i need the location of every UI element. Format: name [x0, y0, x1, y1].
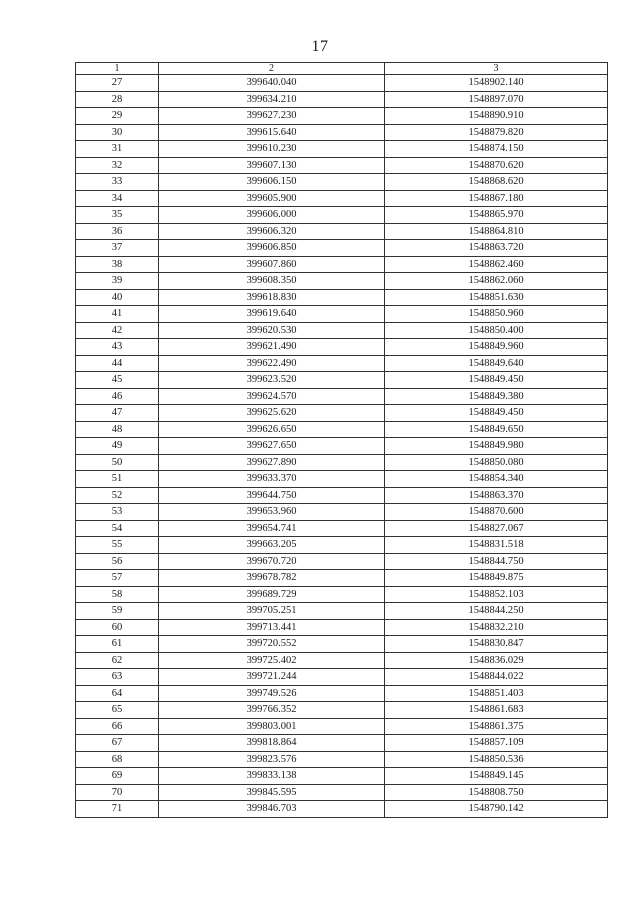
- table-row: [76, 537, 608, 554]
- table-row: [76, 735, 608, 752]
- table-row: [76, 603, 608, 620]
- table-row: [76, 421, 608, 438]
- y-coordinate-cell: 1548850.080: [385, 454, 608, 471]
- point-number-cell: 28: [76, 91, 159, 108]
- y-coordinate-cell: 1548862.460: [385, 256, 608, 273]
- y-coordinate-cell: 1548836.029: [385, 652, 608, 669]
- point-number-cell: 39: [76, 273, 159, 290]
- x-coordinate-cell: 399653.960: [159, 504, 385, 521]
- x-coordinate-cell: 399619.640: [159, 306, 385, 323]
- table-row: [76, 520, 608, 537]
- x-coordinate-cell: 399818.864: [159, 735, 385, 752]
- x-coordinate-cell: 399670.720: [159, 553, 385, 570]
- table-row: [76, 784, 608, 801]
- y-coordinate-cell: 1548862.060: [385, 273, 608, 290]
- header-row: [76, 63, 608, 75]
- y-coordinate-cell: 1548854.340: [385, 471, 608, 488]
- x-coordinate-cell: 399623.520: [159, 372, 385, 389]
- column-header-2: 2: [159, 63, 385, 75]
- x-coordinate-cell: 399705.251: [159, 603, 385, 620]
- x-coordinate-cell: 399606.850: [159, 240, 385, 257]
- table-row: [76, 339, 608, 356]
- column-header-1: 1: [76, 63, 159, 75]
- x-coordinate-cell: 399833.138: [159, 768, 385, 785]
- table-row: [76, 652, 608, 669]
- point-number-cell: 60: [76, 619, 159, 636]
- x-coordinate-cell: 399654.741: [159, 520, 385, 537]
- x-coordinate-cell: 399725.402: [159, 652, 385, 669]
- x-coordinate-cell: 399618.830: [159, 289, 385, 306]
- table-row: [76, 75, 608, 92]
- y-coordinate-cell: 1548831.518: [385, 537, 608, 554]
- table-row: [76, 273, 608, 290]
- y-coordinate-cell: 1548790.142: [385, 801, 608, 818]
- y-coordinate-cell: 1548902.140: [385, 75, 608, 92]
- table-row: [76, 751, 608, 768]
- y-coordinate-cell: 1548827.067: [385, 520, 608, 537]
- x-coordinate-cell: 399803.001: [159, 718, 385, 735]
- point-number-cell: 40: [76, 289, 159, 306]
- y-coordinate-cell: 1548857.109: [385, 735, 608, 752]
- point-number-cell: 31: [76, 141, 159, 158]
- table-row: [76, 570, 608, 587]
- y-coordinate-cell: 1548849.380: [385, 388, 608, 405]
- y-coordinate-cell: 1548851.630: [385, 289, 608, 306]
- table-row: [76, 553, 608, 570]
- point-number-cell: 35: [76, 207, 159, 224]
- x-coordinate-cell: 399689.729: [159, 586, 385, 603]
- x-coordinate-cell: 399749.526: [159, 685, 385, 702]
- table-row: [76, 157, 608, 174]
- y-coordinate-cell: 1548861.683: [385, 702, 608, 719]
- point-number-cell: 70: [76, 784, 159, 801]
- point-number-cell: 56: [76, 553, 159, 570]
- table-row: [76, 289, 608, 306]
- x-coordinate-cell: 399644.750: [159, 487, 385, 504]
- table-row: [76, 322, 608, 339]
- point-number-cell: 42: [76, 322, 159, 339]
- table-row: [76, 240, 608, 257]
- y-coordinate-cell: 1548863.370: [385, 487, 608, 504]
- point-number-cell: 65: [76, 702, 159, 719]
- y-coordinate-cell: 1548851.403: [385, 685, 608, 702]
- point-number-cell: 36: [76, 223, 159, 240]
- y-coordinate-cell: 1548897.070: [385, 91, 608, 108]
- x-coordinate-cell: 399625.620: [159, 405, 385, 422]
- point-number-cell: 67: [76, 735, 159, 752]
- table-row: [76, 108, 608, 125]
- table-row: [76, 504, 608, 521]
- point-number-cell: 49: [76, 438, 159, 455]
- table-row: [76, 636, 608, 653]
- y-coordinate-cell: 1548852.103: [385, 586, 608, 603]
- table-row: [76, 306, 608, 323]
- y-coordinate-cell: 1548849.980: [385, 438, 608, 455]
- table-row: [76, 619, 608, 636]
- point-number-cell: 69: [76, 768, 159, 785]
- table-row: [76, 718, 608, 735]
- x-coordinate-cell: 399823.576: [159, 751, 385, 768]
- table-row: [76, 685, 608, 702]
- point-number-cell: 62: [76, 652, 159, 669]
- table-body: [76, 75, 608, 818]
- table-row: [76, 702, 608, 719]
- point-number-cell: 37: [76, 240, 159, 257]
- table-row: [76, 454, 608, 471]
- y-coordinate-cell: 1548850.536: [385, 751, 608, 768]
- x-coordinate-cell: 399607.130: [159, 157, 385, 174]
- y-coordinate-cell: 1548850.400: [385, 322, 608, 339]
- point-number-cell: 52: [76, 487, 159, 504]
- y-coordinate-cell: 1548844.022: [385, 669, 608, 686]
- x-coordinate-cell: 399610.230: [159, 141, 385, 158]
- x-coordinate-cell: 399606.000: [159, 207, 385, 224]
- point-number-cell: 46: [76, 388, 159, 405]
- point-number-cell: 44: [76, 355, 159, 372]
- table-header: [76, 63, 608, 75]
- point-number-cell: 66: [76, 718, 159, 735]
- table-row: [76, 174, 608, 191]
- table-row: [76, 190, 608, 207]
- point-number-cell: 53: [76, 504, 159, 521]
- y-coordinate-cell: 1548849.450: [385, 405, 608, 422]
- y-coordinate-cell: 1548864.810: [385, 223, 608, 240]
- y-coordinate-cell: 1548830.847: [385, 636, 608, 653]
- table-row: [76, 223, 608, 240]
- table-row: [76, 141, 608, 158]
- point-number-cell: 47: [76, 405, 159, 422]
- point-number-cell: 64: [76, 685, 159, 702]
- point-number-cell: 45: [76, 372, 159, 389]
- x-coordinate-cell: 399624.570: [159, 388, 385, 405]
- point-number-cell: 41: [76, 306, 159, 323]
- y-coordinate-cell: 1548868.620: [385, 174, 608, 191]
- point-number-cell: 71: [76, 801, 159, 818]
- point-number-cell: 30: [76, 124, 159, 141]
- column-header-3: 3: [385, 63, 608, 75]
- page-number: 17: [311, 38, 329, 55]
- y-coordinate-cell: 1548844.750: [385, 553, 608, 570]
- x-coordinate-cell: 399846.703: [159, 801, 385, 818]
- table-row: [76, 91, 608, 108]
- table-row: [76, 471, 608, 488]
- point-number-cell: 59: [76, 603, 159, 620]
- y-coordinate-cell: 1548863.720: [385, 240, 608, 257]
- y-coordinate-cell: 1548849.450: [385, 372, 608, 389]
- x-coordinate-cell: 399620.530: [159, 322, 385, 339]
- y-coordinate-cell: 1548874.150: [385, 141, 608, 158]
- y-coordinate-cell: 1548870.620: [385, 157, 608, 174]
- table-row: [76, 669, 608, 686]
- y-coordinate-cell: 1548867.180: [385, 190, 608, 207]
- point-number-cell: 61: [76, 636, 159, 653]
- point-number-cell: 38: [76, 256, 159, 273]
- point-number-cell: 32: [76, 157, 159, 174]
- y-coordinate-cell: 1548849.960: [385, 339, 608, 356]
- table-row: [76, 355, 608, 372]
- x-coordinate-cell: 399608.350: [159, 273, 385, 290]
- point-number-cell: 58: [76, 586, 159, 603]
- x-coordinate-cell: 399606.320: [159, 223, 385, 240]
- table-row: [76, 124, 608, 141]
- point-number-cell: 51: [76, 471, 159, 488]
- point-number-cell: 27: [76, 75, 159, 92]
- x-coordinate-cell: 399622.490: [159, 355, 385, 372]
- y-coordinate-cell: 1548832.210: [385, 619, 608, 636]
- x-coordinate-cell: 399663.205: [159, 537, 385, 554]
- x-coordinate-cell: 399606.150: [159, 174, 385, 191]
- x-coordinate-cell: 399713.441: [159, 619, 385, 636]
- point-number-cell: 54: [76, 520, 159, 537]
- point-number-cell: 57: [76, 570, 159, 587]
- x-coordinate-cell: 399766.352: [159, 702, 385, 719]
- y-coordinate-cell: 1548849.650: [385, 421, 608, 438]
- x-coordinate-cell: 399621.490: [159, 339, 385, 356]
- coordinates-table: [75, 62, 608, 818]
- x-coordinate-cell: 399615.640: [159, 124, 385, 141]
- y-coordinate-cell: 1548865.970: [385, 207, 608, 224]
- point-number-cell: 48: [76, 421, 159, 438]
- table-row: [76, 405, 608, 422]
- x-coordinate-cell: 399607.860: [159, 256, 385, 273]
- x-coordinate-cell: 399721.244: [159, 669, 385, 686]
- table-row: [76, 438, 608, 455]
- x-coordinate-cell: 399640.040: [159, 75, 385, 92]
- x-coordinate-cell: 399720.552: [159, 636, 385, 653]
- y-coordinate-cell: 1548890.910: [385, 108, 608, 125]
- table-row: [76, 801, 608, 818]
- y-coordinate-cell: 1548844.250: [385, 603, 608, 620]
- point-number-cell: 55: [76, 537, 159, 554]
- y-coordinate-cell: 1548849.145: [385, 768, 608, 785]
- x-coordinate-cell: 399678.782: [159, 570, 385, 587]
- table-row: [76, 388, 608, 405]
- y-coordinate-cell: 1548870.600: [385, 504, 608, 521]
- x-coordinate-cell: 399627.890: [159, 454, 385, 471]
- point-number-cell: 33: [76, 174, 159, 191]
- point-number-cell: 50: [76, 454, 159, 471]
- table-row: [76, 256, 608, 273]
- x-coordinate-cell: 399627.230: [159, 108, 385, 125]
- point-number-cell: 29: [76, 108, 159, 125]
- point-number-cell: 43: [76, 339, 159, 356]
- x-coordinate-cell: 399626.650: [159, 421, 385, 438]
- y-coordinate-cell: 1548849.640: [385, 355, 608, 372]
- y-coordinate-cell: 1548849.875: [385, 570, 608, 587]
- x-coordinate-cell: 399627.650: [159, 438, 385, 455]
- table-row: [76, 586, 608, 603]
- y-coordinate-cell: 1548808.750: [385, 784, 608, 801]
- table-row: [76, 372, 608, 389]
- table-row: [76, 768, 608, 785]
- y-coordinate-cell: 1548850.960: [385, 306, 608, 323]
- point-number-cell: 63: [76, 669, 159, 686]
- x-coordinate-cell: 399605.900: [159, 190, 385, 207]
- x-coordinate-cell: 399633.370: [159, 471, 385, 488]
- table-row: [76, 207, 608, 224]
- point-number-cell: 34: [76, 190, 159, 207]
- y-coordinate-cell: 1548879.820: [385, 124, 608, 141]
- x-coordinate-cell: 399634.210: [159, 91, 385, 108]
- point-number-cell: 68: [76, 751, 159, 768]
- y-coordinate-cell: 1548861.375: [385, 718, 608, 735]
- x-coordinate-cell: 399845.595: [159, 784, 385, 801]
- table-row: [76, 487, 608, 504]
